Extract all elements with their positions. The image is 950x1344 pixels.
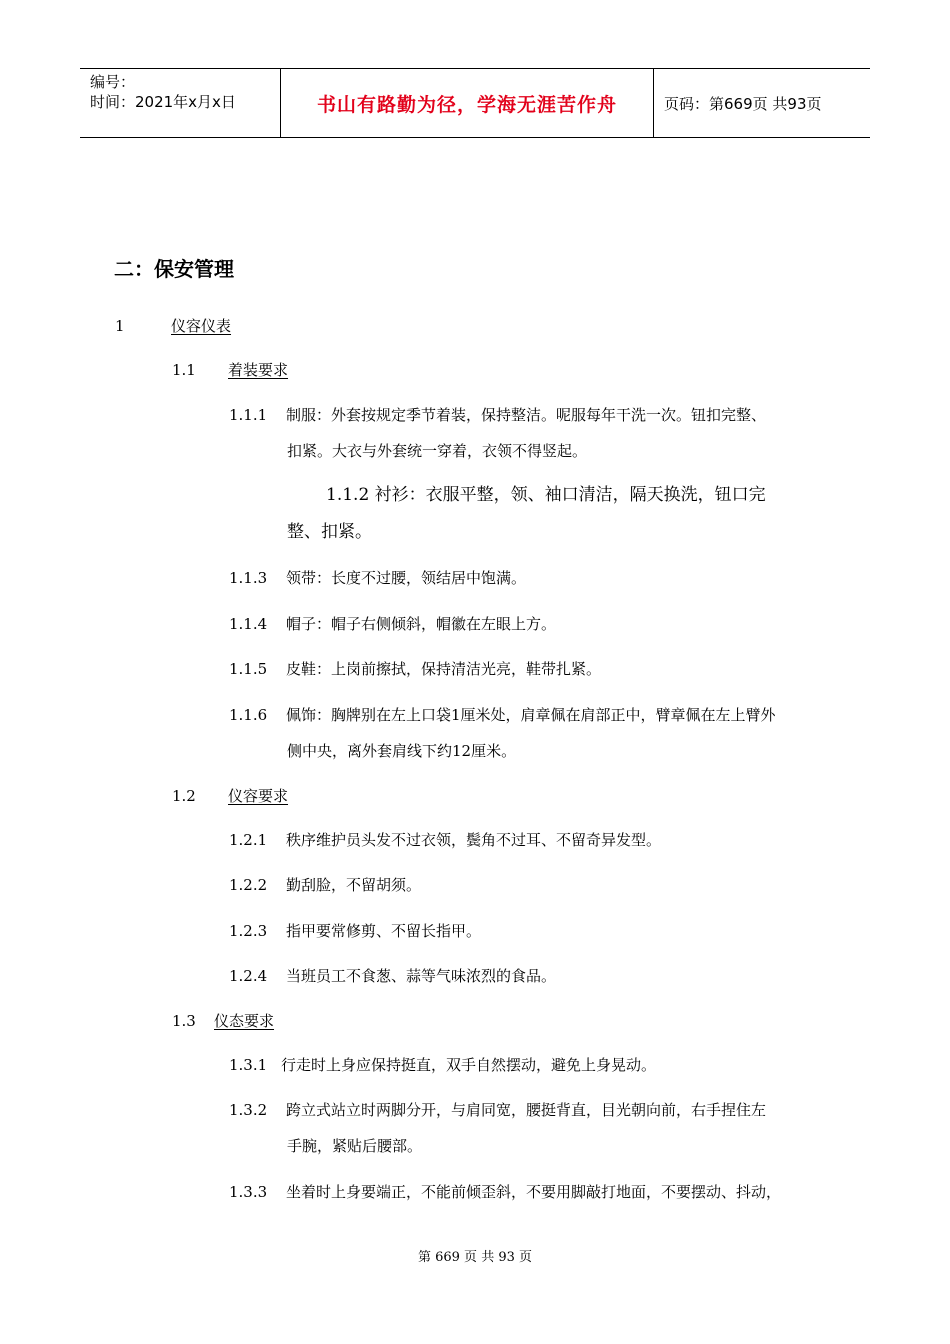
- header-page-info: 页码：第669页 共93页: [664, 94, 822, 113]
- heading-number: 1: [115, 317, 125, 335]
- item-text: 帽子：帽子右侧倾斜，帽徽在左眼上方。: [286, 615, 557, 633]
- item-number: 1.2.3: [229, 922, 268, 940]
- item-number: 1.1.3: [229, 569, 268, 587]
- item-text: 制服：外套按规定季节着装，保持整洁。呢服每年干洗一次。钮扣完整、: [286, 406, 767, 424]
- item-1-2-3: [229, 920, 481, 942]
- heading-1: [115, 315, 231, 337]
- item-number: 1.1.6: [229, 706, 268, 724]
- item-1-3-1: [229, 1054, 656, 1076]
- heading-title: 着装要求: [228, 361, 289, 379]
- item-text: 坐着时上身要端正，不能前倾歪斜，不要用脚敲打地面，不要摆动、抖动，: [286, 1183, 782, 1201]
- item-number: 1.2.4: [229, 967, 268, 985]
- page-header: [80, 68, 870, 138]
- item-1-2-2: [229, 874, 421, 896]
- page-footer: 第 669 页 共 93 页: [417, 1250, 533, 1265]
- item-text: 跨立式站立时两脚分开，与肩同宽，腰挺背直，目光朝向前，右手捏住左: [286, 1101, 767, 1119]
- item-number: 1.2.1: [229, 831, 268, 849]
- item-1-1-4: [229, 613, 556, 635]
- document-time-label: 时间：2021年x月x日: [90, 93, 236, 111]
- item-number: 1.3.2: [229, 1101, 268, 1119]
- item-number: 1.3.1: [229, 1056, 268, 1074]
- header-motto: 书山有路勤为径，学海无涯苦作舟: [316, 93, 617, 116]
- heading-title: 仪态要求: [214, 1012, 275, 1030]
- item-1-2-4: [229, 965, 556, 987]
- heading-title: 仪容要求: [228, 787, 289, 805]
- item-text: 指甲要常修剪、不留长指甲。: [286, 922, 482, 940]
- item-1-1-5: [229, 658, 601, 680]
- header-page-cell: [654, 69, 870, 137]
- item-text: 皮鞋：上岗前擦拭，保持清洁光亮，鞋带扎紧。: [286, 660, 602, 678]
- item-continuation: 整、扣紧。: [287, 522, 372, 542]
- header-motto-cell: [281, 69, 654, 137]
- heading-number: 1.3: [172, 1012, 196, 1030]
- item-text: 领带：长度不过腰，领结居中饱满。: [286, 569, 527, 587]
- item-number: 1.1.1: [229, 406, 268, 424]
- item-text: 勤刮脸，不留胡须。: [286, 876, 422, 894]
- item-1-1-3: [229, 567, 526, 589]
- section-title: 二：保安管理: [114, 257, 234, 281]
- heading-1-2: [172, 785, 288, 807]
- item-text: 秩序维护员头发不过衣领，鬓角不过耳、不留奇异发型。: [286, 831, 662, 849]
- item-1-1-2: 1.1.2 衬衫：衣服平整，领、袖口清洁，隔天换洗，钮口完: [326, 485, 766, 505]
- item-1-2-1: [229, 829, 661, 851]
- item-number: 1.1.4: [229, 615, 268, 633]
- heading-1-3: [172, 1010, 274, 1032]
- item-continuation: 扣紧。大衣与外套统一穿着，衣领不得竖起。: [287, 442, 588, 460]
- item-number: 1.1.5: [229, 660, 268, 678]
- heading-number: 1.1: [172, 361, 196, 379]
- item-text: 行走时上身应保持挺直，双手自然摆动，避免上身晃动。: [281, 1056, 657, 1074]
- heading-title: 仪容仪表: [171, 317, 232, 335]
- item-number: 1.2.2: [229, 876, 268, 894]
- item-continuation: 手腕，紧贴后腰部。: [287, 1137, 423, 1155]
- document-number-label: 编号：: [90, 73, 136, 91]
- heading-number: 1.2: [172, 787, 196, 805]
- item-number: 1.3.3: [229, 1183, 268, 1201]
- header-meta-cell: [80, 69, 281, 137]
- item-1-3-3: [229, 1181, 781, 1203]
- item-1-1-1: [229, 404, 766, 426]
- item-1-3-2: [229, 1099, 766, 1121]
- item-text: 当班员工不食葱、蒜等气味浓烈的食品。: [286, 967, 557, 985]
- item-continuation: 侧中央，离外套肩线下约12厘米。: [287, 742, 517, 760]
- item-1-1-6: [229, 704, 776, 726]
- heading-1-1: [172, 359, 288, 381]
- item-text: 佩饰：胸牌别在左上口袋1厘米处，肩章佩在肩部正中，臂章佩在左上臂外: [286, 706, 776, 724]
